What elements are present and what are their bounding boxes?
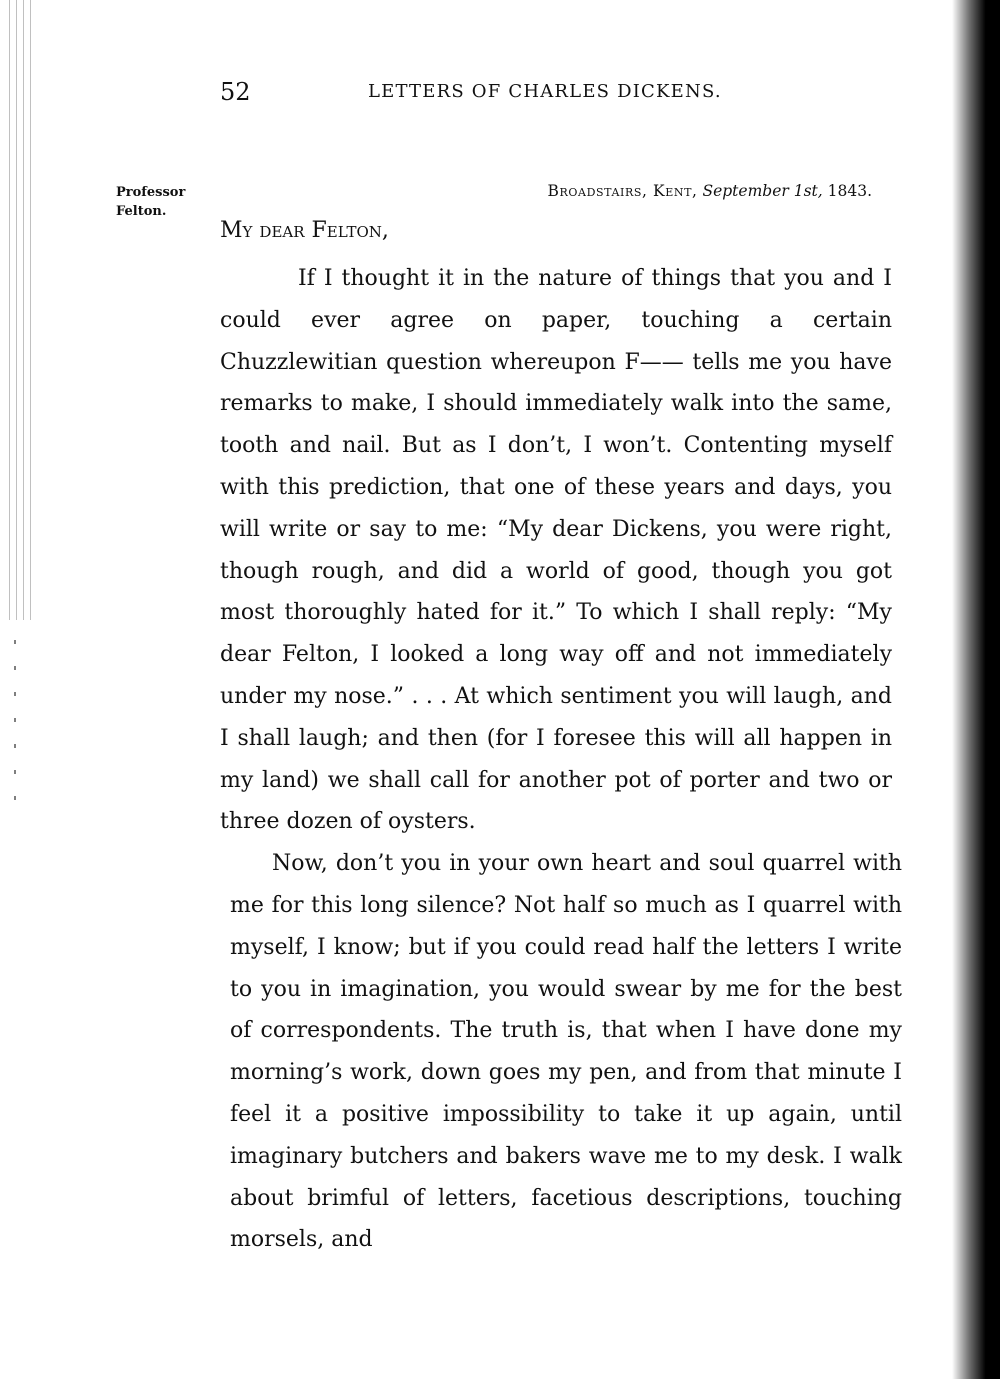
scan-right-edge-shadow (952, 0, 1000, 1379)
dateline-place: Broadstairs, Kent, (547, 182, 698, 200)
scan-spine-shadow (6, 0, 32, 620)
margin-note-line-1: Professor (116, 185, 186, 200)
page-number: 52 (220, 78, 251, 106)
letter-body (220, 258, 902, 1261)
paragraph: If I thought it in the nature of things that you and I could ever agree on paper, touching a certain Chuzzlewitian question whereupon F—— tells me you have remarks to make, I should immediately walk into the same, tooth and nail. But as I don’t, I won’t. Contenting myself with this prediction, that one of these years and days, you will write or say to me: “My dear Dickens, you were right, though rough, and did a world of good, though you got most thoroughly hated for it.” To which I shall reply: “My dear Felton, I looked a long way off and not immediately under my nose.” . . . At which sentiment you will laugh, and I shall laugh; and then (for I foresee this will all happen in my land) we shall call for another pot of porter and two or three dozen of oysters. (220, 266, 892, 835)
page-header (220, 78, 900, 108)
scan-edge-marks (14, 640, 16, 800)
margin-note (116, 183, 226, 221)
salutation: My dear Felton, (220, 218, 389, 243)
running-title: LETTERS OF CHARLES DICKENS. (368, 81, 722, 102)
paragraph: Now, don’t you in your own heart and soul quarrel with me for this long silence? Not half so much as I quarrel with myself, I know; but if you could read half the letters I write to you in imagination, you would swear by me for the best of correspondents. The truth is, that when I have done my morning’s work, down goes my pen, and from that minute I feel it a positive impossibility to take it up again, until imaginary butchers and bakers wave me to my desk. I walk about brimful of letters, facetious descriptions, touching morsels, and (230, 851, 902, 1253)
dateline-year: 1843. (827, 182, 872, 200)
dateline (500, 182, 872, 200)
margin-note-line-2: Felton. (116, 204, 167, 219)
dateline-date: September 1st, (702, 182, 823, 200)
